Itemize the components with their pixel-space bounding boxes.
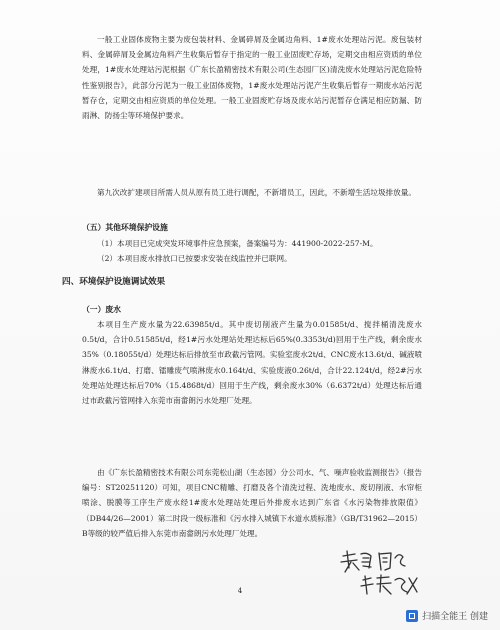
heading-other-facilities	[82, 220, 422, 235]
heading-wastewater	[82, 302, 422, 317]
heading-text: 四、环境保护设施调试效果	[62, 277, 166, 287]
paragraph-wastewater	[82, 317, 422, 408]
paragraph-solid-waste	[82, 32, 422, 123]
handwritten-signatures	[335, 548, 445, 603]
paragraph-text: 一般工业固体废物主要为废包装材料、金属碎屑及金属边角料、1#废水处理站污泥。废包装材料、金属碎屑及金属边角料产生收集后暂存于指定的一般工业固废贮存场，定期交由相应资质的单位处理，1#废水处理站污泥根据《广东长盈精密技术有限公司(生态园厂区)清洗废水处理站污泥危险特性鉴别报告》，此部分污泥为一般工业固体废物，1#废水处理站污泥产生收集后暂存一期废水站污泥暂存仓，定期交由相应资质的单位处理。一般工业固废贮存场及废水站污泥暂存仓满足相应防漏、防雨淋、防扬尘等环境保护要求。	[82, 35, 422, 121]
page-number: 4	[237, 587, 243, 595]
paragraph-monitoring	[82, 465, 422, 541]
paragraph-text: 由《广东长盈精密技术有限公司东莞松山湖（生态园）分公司水、气、噪声验收监测报告》（报告编号：ST20251120）可知，项目CNC精雕、打磨及各个清洗过程、洗地废水、废切削液、水帘柜喷涂、脱膜等工序生产废水经1#废水处理站处理后外排废水达到广东省《水污染物排放限值》（DB44/26—2001）第二时段一级标准和《污水排入城镇下水道水质标准》（GB/T31962—2015）B等级的较严值后排入东莞市南畲朗污水处理厂处理。	[82, 468, 422, 538]
scanner-app-icon	[406, 610, 418, 622]
heading-section-4	[62, 275, 402, 290]
list-item-1	[82, 236, 422, 251]
paragraph-text: 第九次改扩建项目所需人员从原有员工进行调配，不新增员工，因此，不新增生活垃圾排放量。	[97, 188, 416, 197]
paragraph-text: 本项目生产废水量为22.63985t/d。其中废切削液产生量为0.01585t/d、搅拌桶清洗废水0.5t/d，合计0.51585t/d，经1#污水处理站处理达标后65%(0.3353t/d)回用于生产线，剩余废水35%（0.18055t/d）处理达标后排放至市政截污管网。实验室废水2t/d、CNC废水13.6t/d、碱液喷淋废水6.1t/d、打磨、镭雕废气喷淋废水0.164t/d、实验废液0.26t/d，合计22.124t/d，经2#污水处理站处理达标后70%（15.4868t/d）回用于生产线，剩余废水30%（6.6372t/d）处理达标后通过市政截污管网排入东莞市南畲朗污水处理厂处理。	[82, 320, 422, 406]
list-item-text: （2）本项目废水排放口已按要求安装在线监控并已联网。	[97, 254, 292, 263]
list-item-text: （1）本项目已完成突发环境事件应急预案，备案编号为：441900-2022-257-M。	[97, 239, 378, 248]
watermark-text: 扫描全能王 创建	[422, 612, 488, 622]
heading-text: （一）废水	[82, 305, 121, 314]
list-item-2	[82, 251, 422, 266]
paragraph-staff	[82, 185, 422, 200]
heading-text: （五）其他环境保护设施	[82, 223, 168, 232]
scanner-watermark	[406, 609, 488, 622]
signature-image	[335, 548, 445, 603]
